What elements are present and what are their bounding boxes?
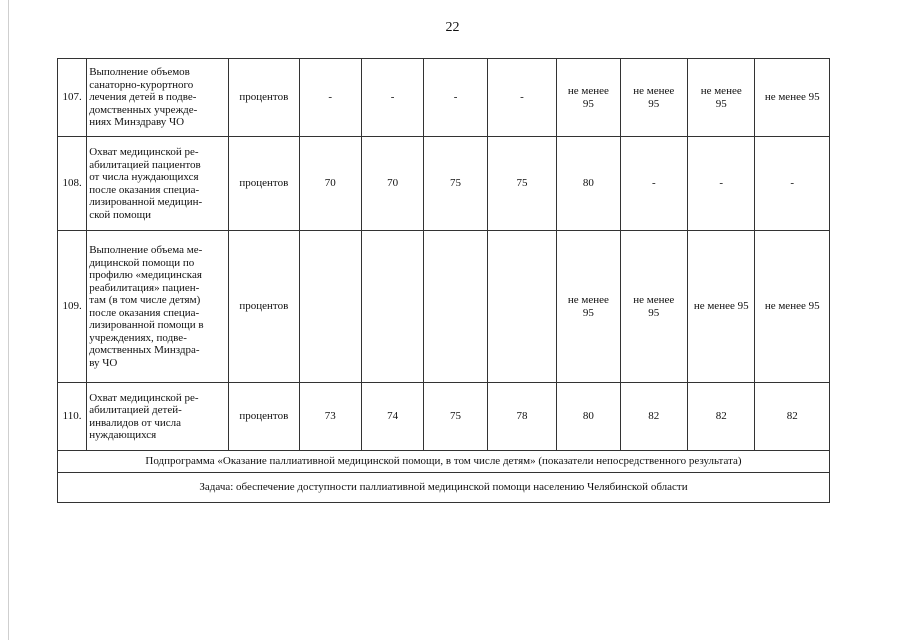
value-text: - [453,91,458,104]
value-cell [424,59,487,137]
indicator-name-line: реабилитация» пациен- [89,281,200,294]
value-cell [487,59,556,137]
value-text: не менее [700,85,742,97]
table-row [58,137,830,231]
page-edge-line [8,0,9,640]
value-cell [361,59,423,137]
indicator-name-line: Охват медицинской ре- [89,146,199,158]
value-text: 80 [582,177,594,190]
unit-cell: процентов [229,59,299,137]
value-cell [299,137,361,231]
value-text: 95 [582,97,594,110]
indicator-name-line: после оказания специа- [89,306,200,319]
task-title: Задача: обеспечение доступности паллиативной медицинской помощи населению Челябинской области [58,473,830,503]
value-cell [299,231,361,383]
value-text: 82 [648,410,660,423]
indicator-name-line: абилитацией пациентов [89,158,201,171]
value-text: не менее [567,85,609,97]
value-text: не менее 95 [764,91,820,104]
value-cell [424,137,487,231]
indicator-name-line: лечения детей в подве- [89,91,197,104]
indicators-table [57,58,830,503]
value-text: 78 [516,410,528,423]
page-number: 22 [445,20,460,35]
value-text: 74 [387,410,399,423]
value-cell [299,383,361,451]
indicator-name-line: домственных учрежде- [89,103,198,116]
value-text: не менее [567,294,609,306]
value-text: не менее [633,294,675,306]
value-text: 70 [324,177,336,190]
value-cell [688,383,755,451]
indicator-name-line: ниях Минздраву ЧО [89,116,185,129]
indicator-name-line: домственных Минздра- [89,344,200,356]
value-text: 80 [582,410,594,423]
value-text: 95 [582,306,594,319]
indicator-name-line: профилю «медицинская [89,269,202,281]
value-text: не менее 95 [693,300,749,313]
indicator-name-line: после оказания специа- [89,183,200,196]
value-text: 73 [324,410,336,423]
value-cell [620,137,687,231]
value-cell [557,137,620,231]
value-text: - [651,177,656,190]
indicator-name-line: ской помощи [89,208,151,221]
indicator-name-line: от числа нуждающихся [89,171,199,183]
value-cell [755,383,830,451]
unit-cell: процентов [229,231,299,383]
value-cell [361,383,423,451]
task-row [58,473,830,503]
value-cell [557,59,620,137]
table-row [58,383,830,451]
value-cell [557,383,620,451]
indicator-name-line: учреждениях, подве- [89,331,187,344]
value-text: - [328,91,333,104]
indicator-name-line: Выполнение объема ме- [89,244,203,256]
value-cell [688,231,755,383]
value-cell [620,383,687,451]
value-text: - [790,177,795,190]
indicator-name-line: лизированной медицин- [89,196,203,208]
value-cell [424,383,487,451]
value-cell [755,137,830,231]
value-text: 75 [450,177,462,190]
indicator-name-line: Охват медицинской ре- [89,391,199,404]
row-number: 109. [58,231,87,383]
row-number: 108. [58,137,87,231]
value-text: 95 [715,97,727,110]
value-cell [487,383,556,451]
value-cell [557,231,620,383]
value-cell [755,231,830,383]
indicator-name [87,137,229,231]
value-text: 75 [450,410,462,423]
value-text: - [390,91,395,104]
value-cell [755,59,830,137]
value-text: 82 [786,410,798,423]
unit-cell: процентов [229,137,299,231]
indicator-name-line: абилитацией детей- [89,404,182,416]
value-cell [299,59,361,137]
unit-cell: процентов [229,383,299,451]
indicator-name-line: ву ЧО [89,356,118,369]
value-text: 75 [516,177,528,190]
indicator-name [87,231,229,383]
indicator-name [87,383,229,451]
indicator-name-line: Выполнение объемов [89,66,190,79]
value-cell [688,59,755,137]
value-text: - [520,91,524,104]
value-cell [688,137,755,231]
indicator-name-line: лизированной помощи в [89,319,204,331]
value-text: 82 [715,410,727,423]
indicator-name [87,59,229,137]
value-text: 95 [648,306,660,319]
value-text: 95 [648,97,660,110]
row-number: 110. [58,383,87,451]
value-text: не менее [633,85,675,97]
subprogram-row [58,451,830,473]
value-cell [487,137,556,231]
subprogram-title: Подпрограмма «Оказание паллиативной медицинской помощи, в том числе детям» (показатели непосредственного результата) [58,451,830,473]
row-number: 107. [58,59,87,137]
indicator-name-line: дицинской помощи по [89,256,195,269]
value-cell [620,231,687,383]
value-cell [361,137,423,231]
value-cell [424,231,487,383]
table-row [58,59,830,137]
value-text: не менее 95 [764,300,820,313]
value-cell [620,59,687,137]
value-text: 70 [387,177,399,190]
value-cell [361,231,423,383]
value-cell [487,231,556,383]
value-text: - [719,177,724,190]
indicator-name-line: нуждающихся [89,429,157,441]
table-row [58,231,830,383]
indicator-name-line: инвалидов от числа [89,416,181,429]
indicator-name-line: там (в том числе детям) [89,294,201,306]
indicator-name-line: санаторно-курортного [89,78,194,91]
